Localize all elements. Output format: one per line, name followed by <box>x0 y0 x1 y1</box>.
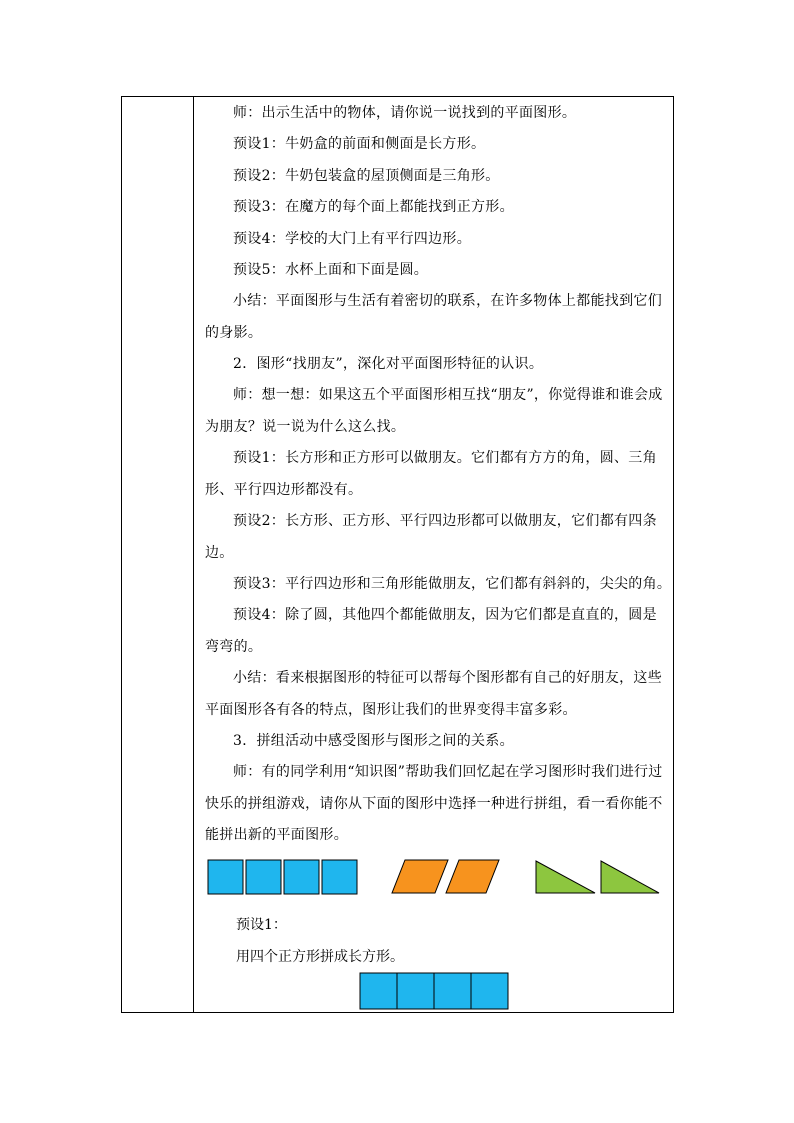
square-shape <box>397 973 434 1009</box>
paragraph: 预设2：长方形、正方形、平行四边形都可以做朋友，它们都有四条边。 <box>205 513 657 561</box>
square-shape <box>434 973 471 1009</box>
triangle-group <box>536 861 659 893</box>
paragraph: 预设1：牛奶盒的前面和侧面是长方形。 <box>233 136 486 152</box>
parallelogram-shape <box>392 860 448 893</box>
paragraph: 预设3：平行四边形和三角形能做朋友，它们都有斜斜的，尖尖的角。 <box>233 576 672 592</box>
paragraph: 预设3：在魔方的每个面上都能找到正方形。 <box>233 199 514 215</box>
square-shape <box>246 860 281 894</box>
square-shape <box>208 860 243 894</box>
paragraph: 师：想一想：如果这五个平面图形相互找“朋友”，你觉得谁和谁会成为朋友？说一说为什么这么找。 <box>205 387 663 435</box>
triangle-shape <box>601 861 659 893</box>
paragraph: 预设1：长方形和正方形可以做朋友。它们都有方方的角，圆、三角形、平行四边形都没有。 <box>205 450 657 498</box>
preset-label: 预设1： <box>236 917 287 933</box>
paragraph: 预设5：水杯上面和下面是圆。 <box>233 262 429 278</box>
square-shape <box>322 860 357 894</box>
paragraph: 师：出示生活中的物体，请你说一说找到的平面图形。 <box>233 105 577 121</box>
square-shape <box>284 860 319 894</box>
paragraph: 师：有的同学利用“知识图”帮助我们回忆起在学习图形时我们进行过快乐的拼组游戏，请你从下面的图形中选择一种进行拼组，看一看你能不能拼出新的平面图形。 <box>205 764 663 843</box>
section-heading: 2．图形“找朋友”，深化对平面图形特征的认识。 <box>233 356 544 372</box>
paragraph: 小结：看来根据图形的特征可以帮每个图形都有自己的好朋友，这些平面图形各有各的特点，图形让我们的世界变得丰富多彩。 <box>205 670 662 718</box>
paragraph: 预设4：学校的大门上有平行四边形。 <box>233 231 472 247</box>
paragraph: 预设2：牛奶包装盒的屋顶侧面是三角形。 <box>233 168 500 184</box>
parallelogram-shape <box>446 860 499 893</box>
square-shape <box>471 973 508 1009</box>
preset-text: 用四个正方形拼成长方形。 <box>236 949 404 965</box>
square-group <box>208 860 357 894</box>
section-heading: 3．拼组活动中感受图形与图形之间的关系。 <box>233 733 514 749</box>
triangle-shape <box>536 861 595 893</box>
parallelogram-group <box>392 860 499 893</box>
square-shape <box>360 973 397 1009</box>
rectangle-from-squares <box>360 973 508 1009</box>
paragraph: 小结：平面图形与生活有着密切的联系，在许多物体上都能找到它们的身影。 <box>205 293 662 341</box>
paragraph: 预设4：除了圆，其他四个都能做朋友，因为它们都是直直的，圆是弯弯的。 <box>205 607 657 655</box>
